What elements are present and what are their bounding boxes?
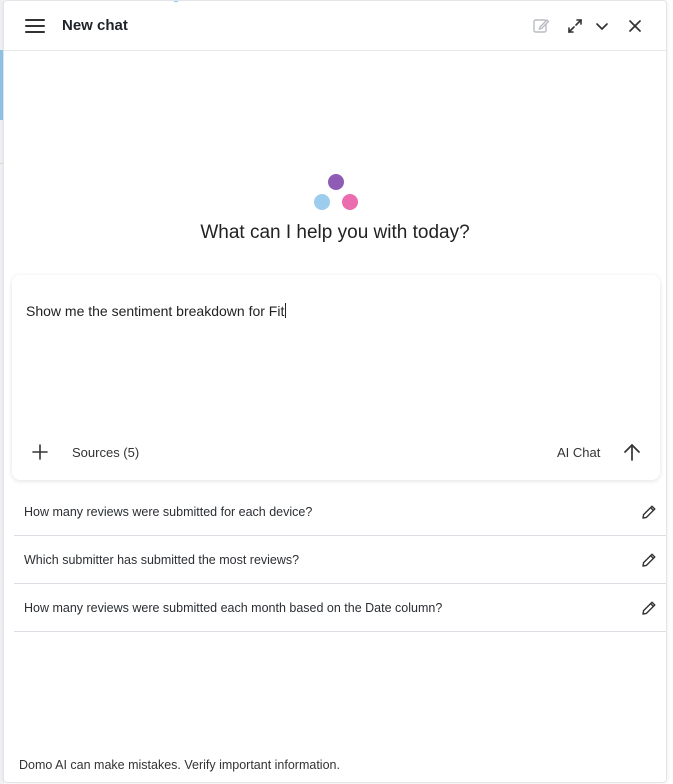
chat-header <box>4 1 666 51</box>
expand-icon[interactable] <box>565 16 585 36</box>
close-icon[interactable] <box>625 16 645 36</box>
mode-selector[interactable]: AI Chat <box>557 445 601 460</box>
suggestion-text: How many reviews were submitted for each device? <box>24 505 313 519</box>
ai-logo-icon <box>312 173 360 213</box>
greeting-heading: What can I help you with today? <box>200 222 470 243</box>
chat-panel <box>3 0 667 783</box>
chat-composer <box>12 275 660 480</box>
suggestion-item[interactable] <box>14 536 666 584</box>
sources-button[interactable]: Sources (5) <box>72 445 140 460</box>
send-arrow-icon[interactable] <box>622 442 642 462</box>
suggestion-item[interactable] <box>14 488 666 536</box>
header-accent <box>174 1 178 2</box>
suggestion-item[interactable] <box>14 584 666 632</box>
add-icon[interactable] <box>30 442 50 462</box>
pencil-icon[interactable] <box>640 503 658 521</box>
chat-input[interactable]: Show me the sentiment breakdown for Fit <box>26 303 285 319</box>
suggestion-list <box>14 488 666 632</box>
pencil-icon[interactable] <box>640 551 658 569</box>
pencil-icon[interactable] <box>640 599 658 617</box>
menu-icon[interactable] <box>24 17 46 35</box>
ai-disclaimer: Domo AI can make mistakes. Verify important information. <box>19 758 340 772</box>
suggestion-text: How many reviews were submitted each month based on the Date column? <box>24 601 443 615</box>
suggestion-text: Which submitter has submitted the most reviews? <box>24 553 300 567</box>
chat-title: New chat <box>62 17 128 34</box>
chevron-down-icon[interactable] <box>592 16 612 36</box>
edit-icon[interactable] <box>531 16 551 36</box>
